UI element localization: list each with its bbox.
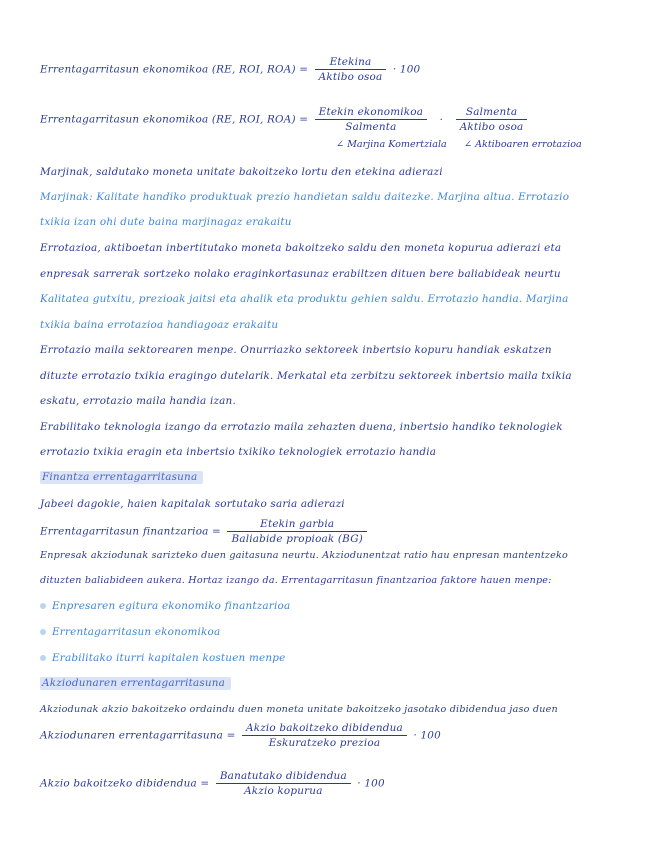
- fraction-margin: [315, 106, 428, 133]
- formula-lhs: Errentagarritasun ekonomikoa (RE, ROI, ROA) =: [40, 63, 309, 76]
- formula-economic-profitability-1: [40, 56, 420, 83]
- bullet-dot: [40, 603, 46, 609]
- note-commercial-margin: ∠ Marjina Komertziala: [336, 139, 447, 150]
- paragraph-sector-line1: Errotazio maila sektorearen menpe. Onurriazko sektoreek inbertsio kopuru handiak eskatzen: [40, 344, 552, 356]
- paragraph-technology-line2: errotazio txikia eragin eta inbertsio txikiko teknologiek errotazio handia: [40, 446, 437, 458]
- heading-text: Finantza errentagarritasuna: [40, 471, 203, 484]
- formula-lhs: Errentagarritasun ekonomikoa (RE, ROI, ROA) =: [40, 113, 309, 126]
- paragraph-margin-example-line1: Marjinak: Kalitate handiko produktuak prezio handietan saldu daitezke. Marjina altua. Errotazio: [40, 191, 570, 203]
- paragraph-rotation-line1: Errotazioa, aktiboetan inbertitutako moneta bakoitzeko saldu den moneta kopurua adierazi eta: [40, 242, 562, 254]
- fraction: [242, 722, 407, 749]
- list-item: [40, 600, 290, 612]
- formula-lhs: Akzio bakoitzeko dibidendua =: [40, 777, 210, 790]
- bullet-dot: [40, 629, 46, 635]
- paragraph-margin-example-line2: txikia izan ohi dute baina marjinagaz erakaitu: [40, 216, 292, 228]
- fraction-numerator: Etekin garbia: [227, 518, 367, 532]
- paragraph-margin-definition: Marjinak, saldutako moneta unitate bakoitzeko lortu den etekina adierazi: [40, 166, 443, 178]
- paragraph-sector-line3: eskatu, errotazio maila handia izan.: [40, 395, 236, 407]
- fraction-denominator: Eskuratzeko prezioa: [268, 737, 381, 749]
- fraction-denominator: Akzio kopurua: [244, 785, 323, 797]
- paragraph-rotation-example-line1: Kalitatea gutxitu, prezioak jaitsi eta ahalik eta produktu gehien saldu. Errotazio handia. Marjina: [40, 293, 569, 305]
- heading-financial-profitability: [40, 471, 203, 483]
- formula-dividend-per-share: [40, 770, 385, 797]
- formula-lhs: Errentagarritasun finantzarioa =: [40, 525, 221, 538]
- fraction-numerator: Etekina: [315, 56, 387, 70]
- fraction: [315, 56, 387, 83]
- paragraph-owners: Jabeei dagokie, haien kapitalak sortutako saria adierazi: [40, 498, 345, 510]
- fraction-numerator: Banatutako dibidendua: [216, 770, 351, 784]
- paragraph-rotation-line2: enpresak sarrerak sortzeko nolako eraginkortasunaz erabiltzen dituen bere baliabideak neurtu: [40, 268, 561, 280]
- heading-shareholder-profitability: [40, 677, 231, 689]
- paragraph-sector-line2: dituzte errotazio txikia eragingo dutelarik. Merkatal eta zerbitzu sektoreek inbertsio maila txikia: [40, 370, 572, 382]
- multiply-dot: ·: [439, 113, 444, 126]
- formula-tail: · 100: [357, 777, 385, 790]
- list-item: [40, 652, 285, 664]
- bullet-dot: [40, 655, 46, 661]
- fraction-rotation: [456, 106, 528, 133]
- fraction-numerator: Etekin ekonomikoa: [315, 106, 428, 120]
- list-item-text: Erabilitako iturri kapitalen kostuen menpe: [52, 652, 286, 664]
- fraction-denominator: Baliabide propioak (BG): [231, 533, 363, 545]
- fraction-numerator: Akzio bakoitzeko dibidendua: [242, 722, 407, 736]
- fraction-denominator: Salmenta: [345, 121, 397, 133]
- paragraph-rotation-example-line2: txikia baina errotazioa handiagoaz erakaitu: [40, 319, 279, 331]
- list-item-text: Enpresaren egitura ekonomiko finantzarioa: [52, 600, 291, 612]
- fraction-numerator: Salmenta: [456, 106, 528, 120]
- list-item: [40, 626, 220, 638]
- paragraph-shareholders-line2: dituzten baliabideen aukera. Hortaz izango da. Errentagarritasun finantzarioa faktore hauen menpe:: [40, 575, 552, 586]
- paragraph-technology-line1: Erabilitako teknologia izango da errotazio maila zehazten duena, inbertsio handiko teknologiek: [40, 421, 563, 433]
- formula-tail: · 100: [413, 729, 441, 742]
- formula-shareholder-profitability: [40, 722, 441, 749]
- fraction: [227, 518, 367, 545]
- heading-text: Akziodunaren errentagarritasuna: [40, 677, 231, 690]
- note-asset-rotation: ∠ Aktiboaren errotazioa: [464, 139, 582, 150]
- formula-tail: · 100: [392, 63, 421, 76]
- paragraph-dividend: Akziodunak akzio bakoitzeko ordaindu duen moneta unitate bakoitzeko jasotako dibidendua jaso duen: [40, 704, 558, 715]
- fraction: [216, 770, 351, 797]
- formula-lhs: Akziodunaren errentagarritasuna =: [40, 729, 236, 742]
- fraction-denominator: Aktibo osoa: [318, 71, 383, 83]
- formula-financial-profitability: [40, 518, 370, 545]
- fraction-denominator: Aktibo osoa: [459, 121, 524, 133]
- paragraph-shareholders-line1: Enpresak akziodunak sarizteko duen gaitasuna neurtu. Akziodunentzat ratio hau enpresan mantentzeko: [40, 550, 568, 561]
- list-item-text: Errentagarritasun ekonomikoa: [52, 626, 221, 638]
- formula-economic-profitability-2: [40, 106, 530, 133]
